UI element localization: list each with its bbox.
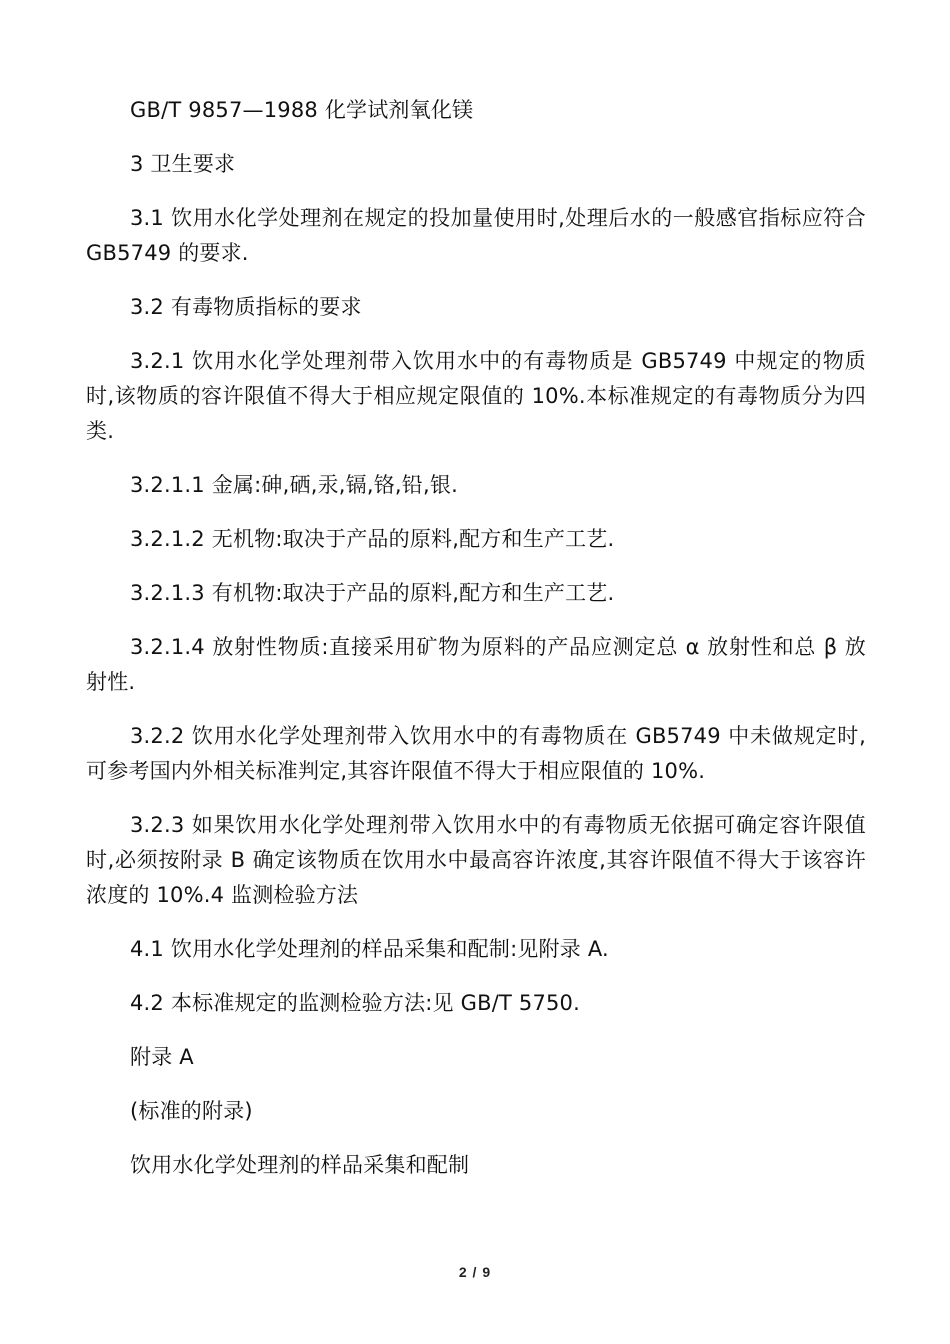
paragraph: 3.2.1.4 放射性物质:直接采用矿物为原料的产品应测定总 α 放射性和总 β 放射性. bbox=[86, 635, 866, 694]
appendix-title: 附录 A bbox=[130, 1045, 194, 1069]
section-heading: 3 卫生要求 bbox=[130, 152, 236, 176]
paragraph: 3.2.3 如果饮用水化学处理剂带入饮用水中的有毒物质无依据可确定容许限值时,必须按附录 B 确定该物质在饮用水中最高容许浓度,其容许限值不得大于该容许浓度的 10%.4 监测检验方法 bbox=[86, 813, 866, 907]
appendix-subtitle: (标准的附录) bbox=[130, 1099, 253, 1123]
appendix-heading: 饮用水化学处理剂的样品采集和配制 bbox=[130, 1153, 470, 1177]
document-body bbox=[86, 93, 866, 1202]
paragraph: 3.2.2 饮用水化学处理剂带入饮用水中的有毒物质在 GB5749 中未做规定时,可参考国内外相关标准判定,其容许限值不得大于相应限值的 10%. bbox=[86, 724, 866, 783]
paragraph: 4.1 饮用水化学处理剂的样品采集和配制:见附录 A. bbox=[130, 937, 609, 961]
paragraph: 3.2.1.3 有机物:取决于产品的原料,配方和生产工艺. bbox=[130, 581, 615, 605]
section-heading: 3.2 有毒物质指标的要求 bbox=[130, 295, 362, 319]
paragraph: 3.2.1.1 金属:砷,硒,汞,镉,铬,铅,银. bbox=[130, 473, 458, 497]
page-indicator: 2 / 9 bbox=[458, 1264, 492, 1280]
paragraph: 3.1 饮用水化学处理剂在规定的投加量使用时,处理后水的一般感官指标应符合 GB5749 的要求. bbox=[86, 206, 866, 265]
paragraph: 4.2 本标准规定的监测检验方法:见 GB/T 5750. bbox=[130, 991, 580, 1015]
paragraph: 3.2.1 饮用水化学处理剂带入饮用水中的有毒物质是 GB5749 中规定的物质时,该物质的容许限值不得大于相应规定限值的 10%.本标准规定的有毒物质分为四类. bbox=[86, 349, 866, 443]
paragraph: GB/T 9857—1988 化学试剂氧化镁 bbox=[130, 98, 474, 122]
paragraph: 3.2.1.2 无机物:取决于产品的原料,配方和生产工艺. bbox=[130, 527, 615, 551]
